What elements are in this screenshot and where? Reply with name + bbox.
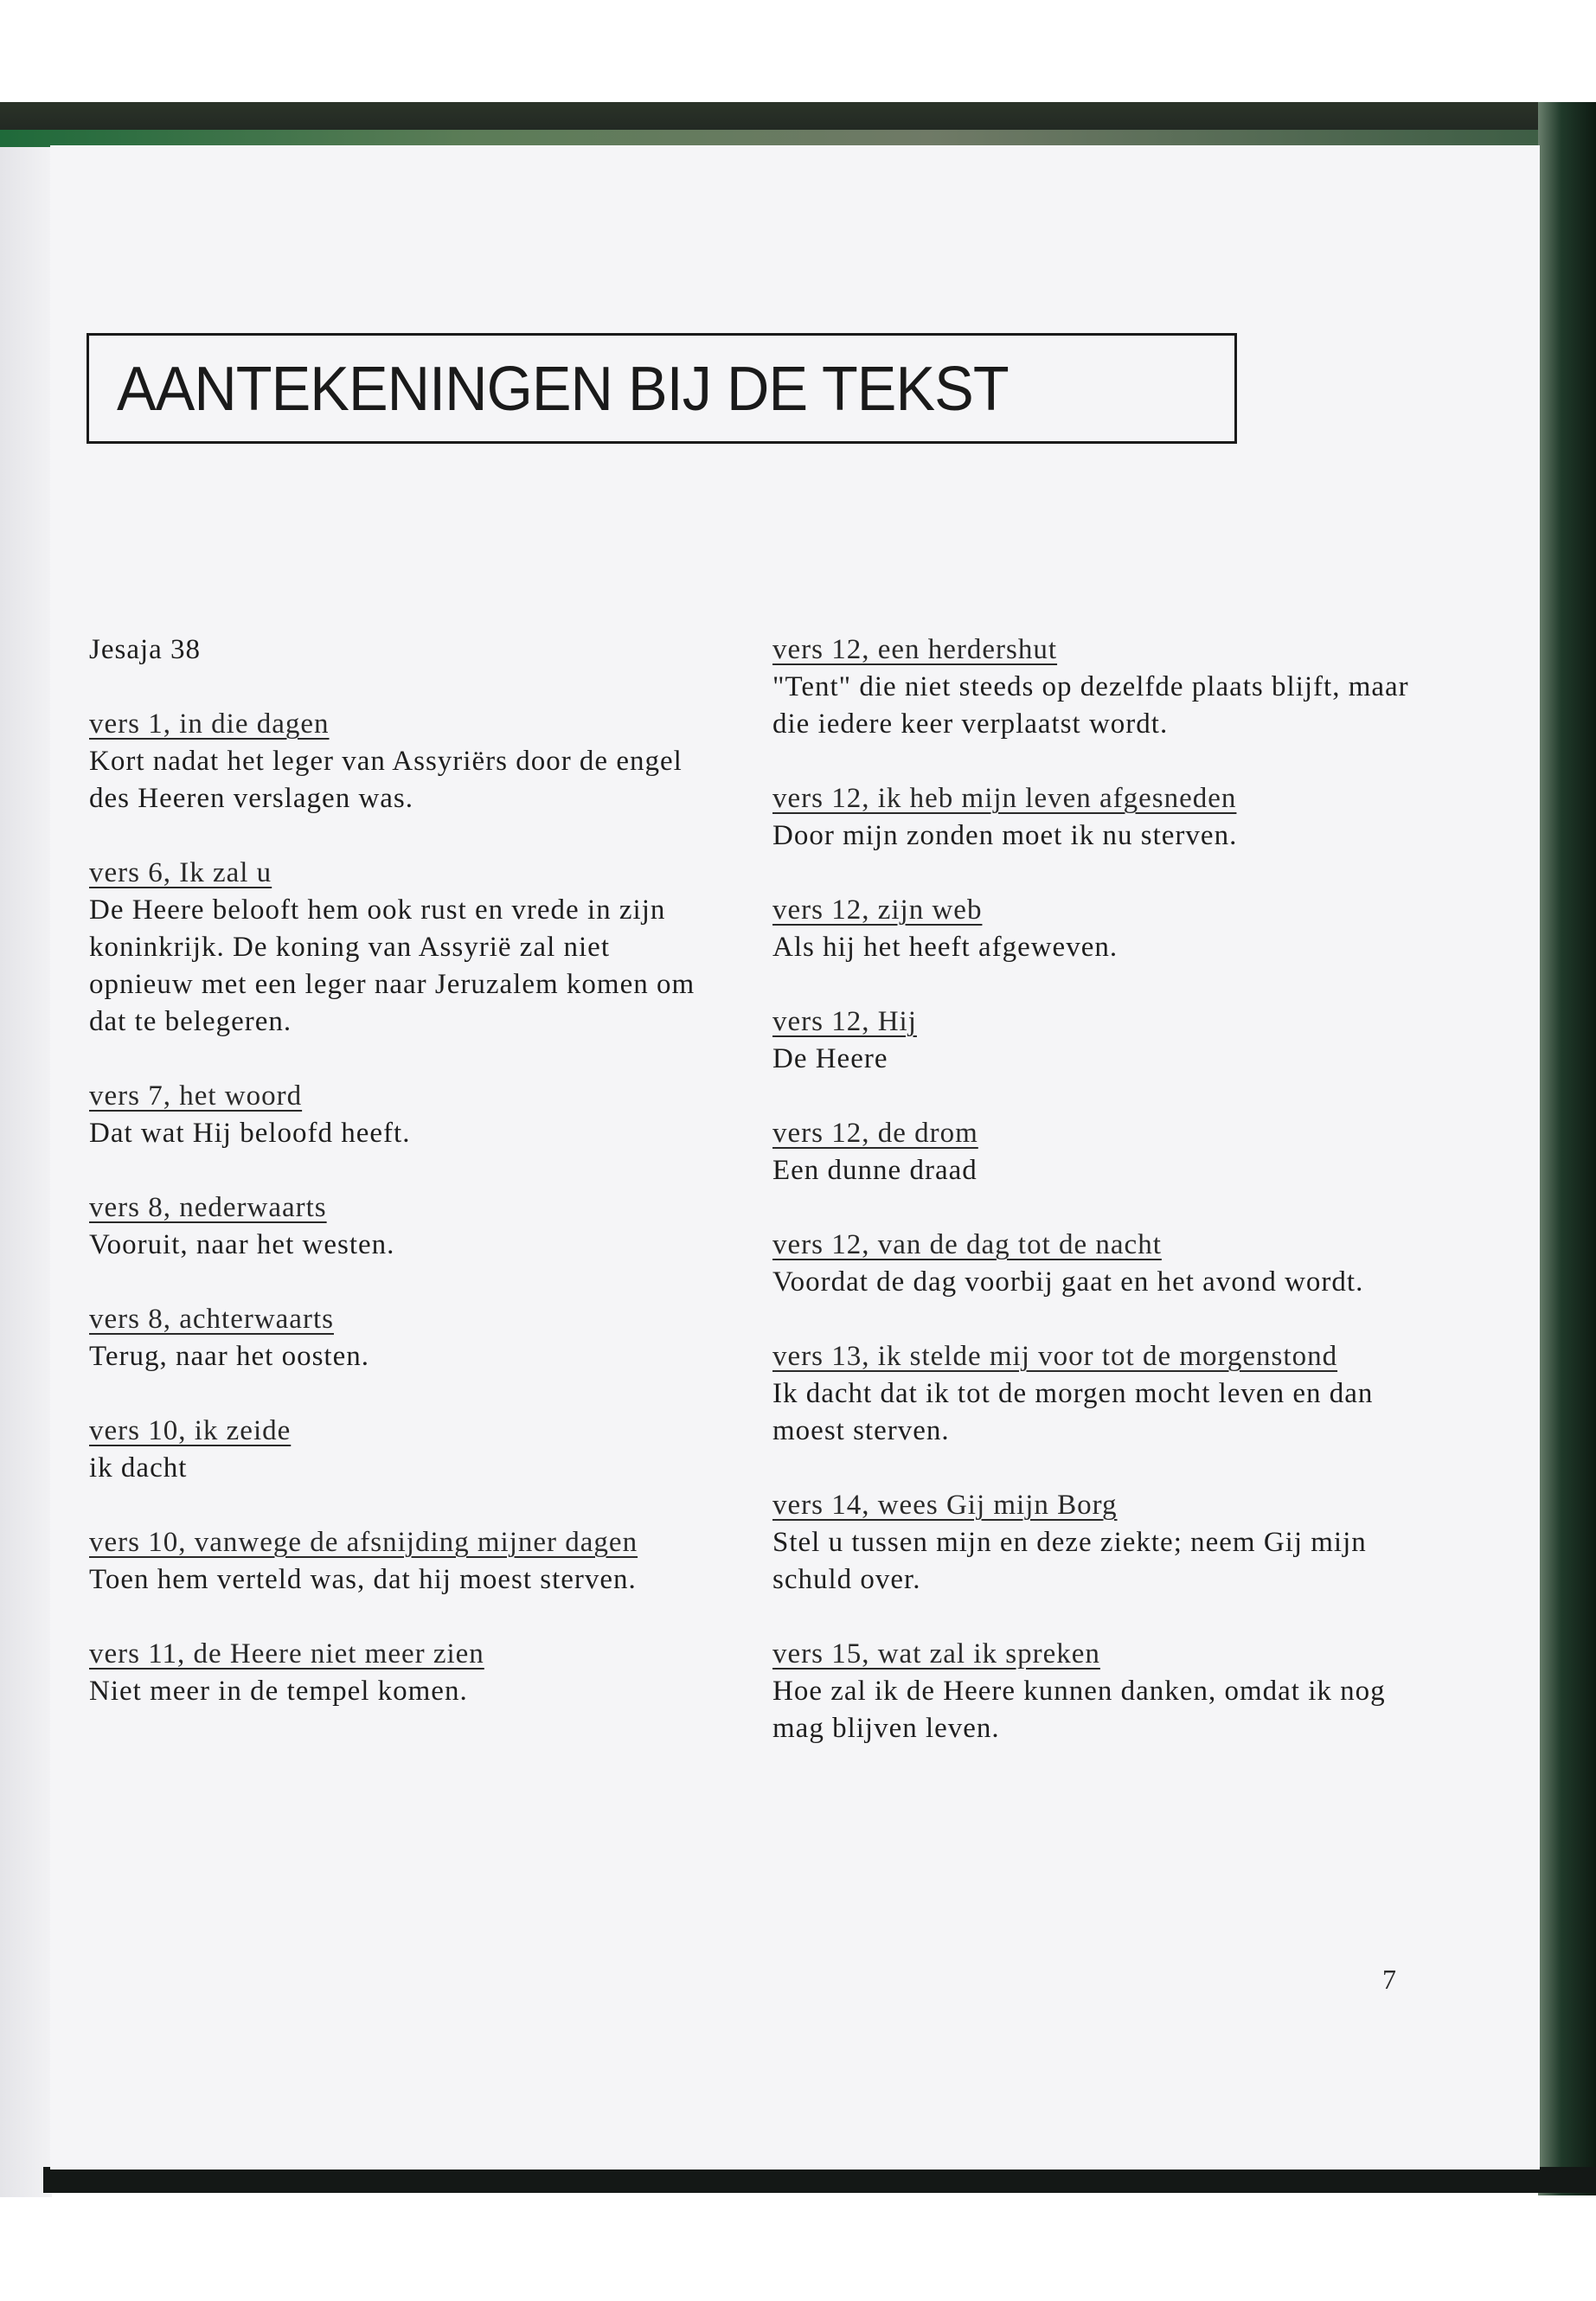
- note-text: Een dunne draad: [772, 1155, 977, 1186]
- note-text: Stel u tussen mijn en deze ziekte; neem Gij mijn schuld over.: [772, 1527, 1367, 1595]
- note-heading: vers 8, nederwaarts: [89, 1192, 327, 1223]
- note-heading: vers 11, de Heere niet meer zien: [89, 1638, 484, 1670]
- note: [772, 1636, 1430, 1747]
- note-heading: vers 12, een herdershut: [772, 634, 1058, 665]
- note-text: Niet meer in de tempel komen.: [89, 1676, 468, 1707]
- note-text: ik dacht: [89, 1452, 188, 1484]
- chapter-reference: Jesaja 38: [89, 634, 202, 665]
- note-heading: vers 10, vanwege de afsnijding mijner dagen: [89, 1527, 638, 1558]
- note: [89, 1078, 712, 1152]
- note-heading: vers 6, Ik zal u: [89, 857, 272, 888]
- note-heading: vers 7, het woord: [89, 1080, 303, 1112]
- note-heading: vers 12, de drom: [772, 1118, 978, 1149]
- book-spine-edge: [1538, 102, 1596, 2195]
- note-heading: vers 12, ik heb mijn leven afgesneden: [772, 783, 1237, 814]
- right-column: [772, 631, 1430, 1785]
- note-text: Voordat de dag voorbij gaat en het avond wordt.: [772, 1266, 1364, 1298]
- note: [89, 1524, 712, 1599]
- note-heading: vers 10, ik zeide: [89, 1415, 292, 1446]
- note: [772, 1338, 1430, 1450]
- note-text: De Heere: [772, 1043, 888, 1074]
- left-column: [89, 631, 712, 1747]
- note-heading: vers 12, zijn web: [772, 894, 983, 926]
- note: [772, 1487, 1430, 1599]
- note: [89, 1189, 712, 1264]
- scan-frame-left: [0, 147, 52, 2197]
- note-heading: vers 12, Hij: [772, 1006, 917, 1037]
- note-text: Kort nadat het leger van Assyriërs door de engel des Heeren verslagen was.: [89, 746, 683, 814]
- note-text: Als hij het heeft afgeweven.: [772, 932, 1118, 963]
- note-text: Terug, naar het oosten.: [89, 1341, 369, 1372]
- page-title: AANTEKENINGEN BIJ DE TEKST: [117, 355, 1009, 424]
- note-text: De Heere belooft hem ook rust en vrede in zijn koninkrijk. De koning van Assyrië zal niet opnieuw met een leger naar Jeruzalem komen om dat te belegeren.: [89, 894, 695, 1037]
- note: [772, 1227, 1430, 1301]
- note-text: Hoe zal ik de Heere kunnen danken, omdat ik nog mag blijven leven.: [772, 1676, 1386, 1744]
- note-heading: vers 12, van de dag tot de nacht: [772, 1229, 1162, 1260]
- note-text: Door mijn zonden moet ik nu sterven.: [772, 820, 1238, 851]
- note: [772, 1115, 1430, 1189]
- note-text: Dat wat Hij beloofd heeft.: [89, 1118, 411, 1149]
- note-heading: vers 14, wees Gij mijn Borg: [772, 1490, 1118, 1521]
- note-heading: vers 8, achterwaarts: [89, 1304, 334, 1335]
- note-heading: vers 1, in die dagen: [89, 708, 330, 740]
- note-heading: vers 13, ik stelde mij voor tot de morgenstond: [772, 1341, 1338, 1372]
- note: [89, 855, 712, 1041]
- note-text: Ik dacht dat ik tot de morgen mocht leven en dan moest sterven.: [772, 1378, 1374, 1446]
- note: [89, 706, 712, 817]
- note-text: Vooruit, naar het westen.: [89, 1229, 395, 1260]
- note: [772, 631, 1430, 743]
- note-text: Toen hem verteld was, dat hij moest sterven.: [89, 1564, 637, 1595]
- note: [89, 1636, 712, 1710]
- page-number: 7: [1382, 1964, 1396, 1995]
- note-text: "Tent" die niet steeds op dezelfde plaats blijft, maar die iedere keer verplaatst wordt.: [772, 671, 1409, 740]
- note: [89, 1413, 712, 1487]
- note-heading: vers 15, wat zal ik spreken: [772, 1638, 1100, 1670]
- note: [772, 780, 1430, 855]
- note: [89, 1301, 712, 1375]
- note: [772, 1003, 1430, 1078]
- note: [772, 892, 1430, 966]
- scan-frame-bottom: [43, 2167, 1596, 2193]
